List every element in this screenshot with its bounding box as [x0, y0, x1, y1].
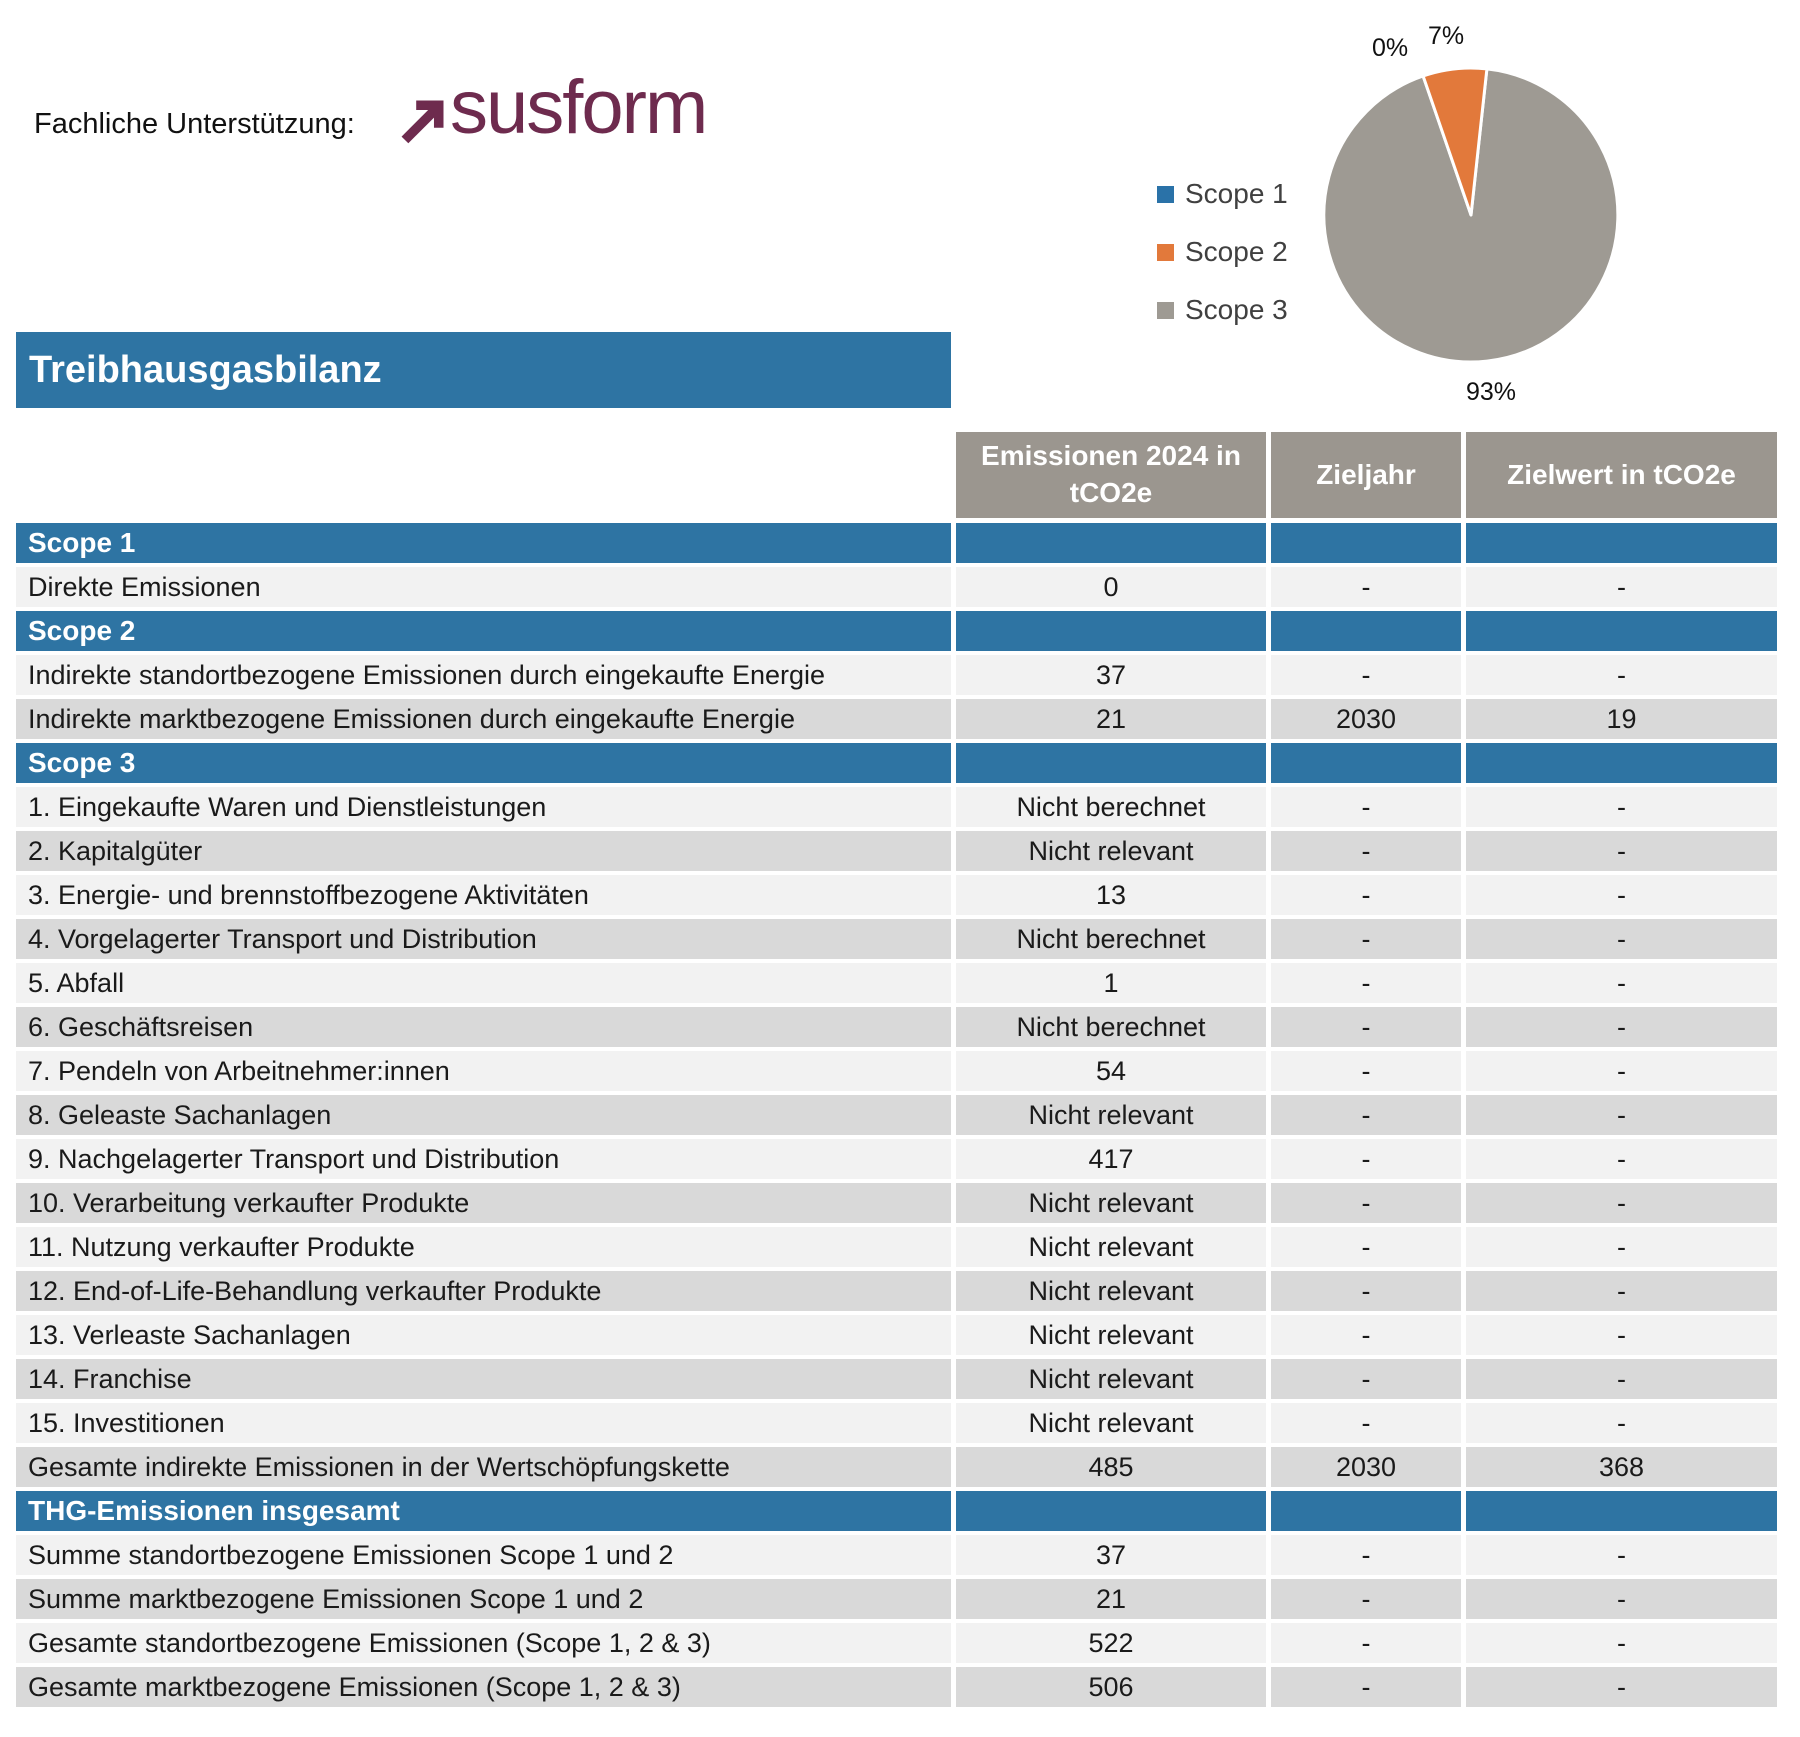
target-value-cell [1466, 611, 1777, 651]
row-label-cell: 6. Geschäftsreisen [16, 1007, 951, 1047]
table-row [16, 1315, 1777, 1355]
target-year-cell: - [1271, 567, 1461, 607]
target-year-cell: - [1271, 1183, 1461, 1223]
arrow-up-right-icon [398, 94, 450, 146]
target-year-cell [1271, 523, 1461, 563]
target-year-cell [1271, 1491, 1461, 1531]
row-label-cell: Gesamte standortbezogene Emissionen (Scope 1, 2 & 3) [16, 1623, 951, 1663]
target-year-cell: - [1271, 1139, 1461, 1179]
row-label-cell: 7. Pendeln von Arbeitnehmer:innen [16, 1051, 951, 1091]
target-year-cell [1271, 611, 1461, 651]
target-year-cell: - [1271, 963, 1461, 1003]
target-value-cell [1466, 743, 1777, 783]
section-row [16, 611, 1777, 651]
target-year-cell: - [1271, 831, 1461, 871]
page-title: Treibhausgasbilanz [16, 332, 951, 408]
table-row [16, 875, 1777, 915]
target-value-cell: - [1466, 1667, 1777, 1707]
emissions-cell [956, 743, 1266, 783]
row-label-cell: Scope 2 [16, 611, 951, 651]
legend-swatch-scope3 [1157, 302, 1174, 319]
pie-label-scope1: 0% [1372, 34, 1409, 62]
target-year-cell: - [1271, 875, 1461, 915]
table-row [16, 1579, 1777, 1619]
emissions-cell: 485 [956, 1447, 1266, 1487]
target-value-cell: - [1466, 1359, 1777, 1399]
row-label-cell: Summe standortbezogene Emissionen Scope 1 und 2 [16, 1535, 951, 1575]
table-row [16, 1535, 1777, 1575]
target-year-cell: - [1271, 1227, 1461, 1267]
table-row [16, 919, 1777, 959]
legend-item-scope2 [1157, 236, 1288, 268]
emissions-cell: Nicht relevant [956, 1227, 1266, 1267]
target-value-cell: - [1466, 567, 1777, 607]
table-row [16, 1359, 1777, 1399]
emissions-cell: 21 [956, 1579, 1266, 1619]
legend-label-scope1: Scope 1 [1185, 178, 1288, 209]
emissions-cell: Nicht relevant [956, 1315, 1266, 1355]
legend-swatch-scope2 [1157, 244, 1174, 261]
section-row [16, 523, 1777, 563]
target-value-cell: - [1466, 1051, 1777, 1091]
target-value-cell: - [1466, 1623, 1777, 1663]
table-row [16, 699, 1777, 739]
target-value-cell: - [1466, 1095, 1777, 1135]
target-value-cell: 19 [1466, 699, 1777, 739]
table-row [16, 567, 1777, 607]
emissions-cell: 0 [956, 567, 1266, 607]
target-value-cell: - [1466, 875, 1777, 915]
emissions-cell: 13 [956, 875, 1266, 915]
row-label-cell: Scope 1 [16, 523, 951, 563]
row-label-cell: Direkte Emissionen [16, 567, 951, 607]
row-label-cell: 9. Nachgelagerter Transport und Distribution [16, 1139, 951, 1179]
row-label-cell: 3. Energie- und brennstoffbezogene Aktivitäten [16, 875, 951, 915]
table-row [16, 787, 1777, 827]
row-label-cell: 8. Geleaste Sachanlagen [16, 1095, 951, 1135]
table-row [16, 1271, 1777, 1311]
emissions-cell: 417 [956, 1139, 1266, 1179]
target-year-cell: - [1271, 1535, 1461, 1575]
emissions-cell: 506 [956, 1667, 1266, 1707]
target-year-cell: - [1271, 787, 1461, 827]
section-row [16, 743, 1777, 783]
legend-label-scope3: Scope 3 [1185, 294, 1288, 325]
emissions-cell: Nicht berechnet [956, 1007, 1266, 1047]
target-year-cell: - [1271, 1095, 1461, 1135]
emissions-cell [956, 523, 1266, 563]
table-row [16, 1183, 1777, 1223]
target-year-cell: - [1271, 1051, 1461, 1091]
target-value-cell: 368 [1466, 1447, 1777, 1487]
table-row [16, 1227, 1777, 1267]
row-label-cell: 10. Verarbeitung verkaufter Produkte [16, 1183, 951, 1223]
target-value-cell: - [1466, 1139, 1777, 1179]
target-year-cell: - [1271, 655, 1461, 695]
emissions-cell: 37 [956, 655, 1266, 695]
row-label-cell: Gesamte marktbezogene Emissionen (Scope 1, 2 & 3) [16, 1667, 951, 1707]
target-year-cell: - [1271, 1667, 1461, 1707]
table-row [16, 1447, 1777, 1487]
target-year-cell: - [1271, 1579, 1461, 1619]
table-row [16, 963, 1777, 1003]
emissions-cell: Nicht relevant [956, 1359, 1266, 1399]
target-value-cell: - [1466, 1183, 1777, 1223]
row-label-cell: 14. Franchise [16, 1359, 951, 1399]
emissions-cell: 21 [956, 699, 1266, 739]
target-year-cell: - [1271, 1403, 1461, 1443]
row-label-cell: Indirekte marktbezogene Emissionen durch eingekaufte Energie [16, 699, 951, 739]
target-year-cell: - [1271, 1315, 1461, 1355]
emissions-cell: 54 [956, 1051, 1266, 1091]
emissions-cell [956, 611, 1266, 651]
row-label-cell: 1. Eingekaufte Waren und Dienstleistungen [16, 787, 951, 827]
section-row [16, 1491, 1777, 1531]
header-cell-target-value: Zielwert in tCO2e [1466, 432, 1777, 518]
emissions-cell: Nicht relevant [956, 1271, 1266, 1311]
emissions-cell: 37 [956, 1535, 1266, 1575]
target-value-cell [1466, 523, 1777, 563]
row-label-cell: 11. Nutzung verkaufter Produkte [16, 1227, 951, 1267]
header-cell-empty [16, 432, 951, 518]
row-label-cell: 13. Verleaste Sachanlagen [16, 1315, 951, 1355]
emissions-table [16, 432, 1777, 1711]
target-value-cell: - [1466, 1315, 1777, 1355]
target-value-cell [1466, 1491, 1777, 1531]
target-value-cell: - [1466, 831, 1777, 871]
header-cell-emissions: Emissionen 2024 in tCO2e [956, 432, 1266, 518]
row-label-cell: Gesamte indirekte Emissionen in der Wertschöpfungskette [16, 1447, 951, 1487]
emissions-cell: 522 [956, 1623, 1266, 1663]
table-row [16, 1007, 1777, 1047]
table-row [16, 1403, 1777, 1443]
emissions-cell: Nicht relevant [956, 1183, 1266, 1223]
pie-label-scope3: 93% [1466, 378, 1517, 406]
row-label-cell: Scope 3 [16, 743, 951, 783]
emissions-cell: Nicht berechnet [956, 787, 1266, 827]
row-label-cell: 2. Kapitalgüter [16, 831, 951, 871]
table-row [16, 1095, 1777, 1135]
legend-item-scope3 [1157, 294, 1288, 326]
emissions-cell: Nicht berechnet [956, 919, 1266, 959]
emissions-cell: 1 [956, 963, 1266, 1003]
pie-chart [1316, 60, 1626, 370]
target-year-cell [1271, 743, 1461, 783]
emissions-cell: Nicht relevant [956, 831, 1266, 871]
table-row [16, 655, 1777, 695]
target-value-cell: - [1466, 1535, 1777, 1575]
row-label-cell: 4. Vorgelagerter Transport und Distribution [16, 919, 951, 959]
row-label-cell: 5. Abfall [16, 963, 951, 1003]
emissions-cell: Nicht relevant [956, 1095, 1266, 1135]
target-year-cell: - [1271, 1007, 1461, 1047]
support-label: Fachliche Unterstützung: [34, 108, 355, 140]
target-value-cell: - [1466, 1403, 1777, 1443]
logo-wordmark: susform [450, 65, 707, 150]
table-row [16, 1623, 1777, 1663]
header-cell-target-year: Zieljahr [1271, 432, 1461, 518]
legend-item-scope1 [1157, 178, 1288, 210]
target-year-cell: 2030 [1271, 699, 1461, 739]
pie-legend [1157, 178, 1288, 326]
target-year-cell: - [1271, 919, 1461, 959]
susform-logo [398, 65, 707, 150]
target-value-cell: - [1466, 787, 1777, 827]
target-year-cell: - [1271, 1271, 1461, 1311]
target-value-cell: - [1466, 919, 1777, 959]
table-row [16, 1139, 1777, 1179]
row-label-cell: 15. Investitionen [16, 1403, 951, 1443]
target-value-cell: - [1466, 1271, 1777, 1311]
target-value-cell: - [1466, 963, 1777, 1003]
row-label-cell: Indirekte standortbezogene Emissionen durch eingekaufte Energie [16, 655, 951, 695]
table-header-row [16, 432, 1777, 518]
legend-label-scope2: Scope 2 [1185, 236, 1288, 267]
emissions-cell [956, 1491, 1266, 1531]
table-body [16, 523, 1777, 1707]
legend-swatch-scope1 [1157, 186, 1174, 203]
pie-label-scope2: 7% [1428, 22, 1465, 50]
table-row [16, 1667, 1777, 1707]
target-value-cell: - [1466, 1579, 1777, 1619]
row-label-cell: Summe marktbezogene Emissionen Scope 1 und 2 [16, 1579, 951, 1619]
target-year-cell: - [1271, 1623, 1461, 1663]
target-value-cell: - [1466, 1227, 1777, 1267]
target-value-cell: - [1466, 655, 1777, 695]
table-row [16, 831, 1777, 871]
row-label-cell: 12. End-of-Life-Behandlung verkaufter Produkte [16, 1271, 951, 1311]
table-row [16, 1051, 1777, 1091]
row-label-cell: THG-Emissionen insgesamt [16, 1491, 951, 1531]
target-value-cell: - [1466, 1007, 1777, 1047]
emissions-cell: Nicht relevant [956, 1403, 1266, 1443]
target-year-cell: 2030 [1271, 1447, 1461, 1487]
target-year-cell: - [1271, 1359, 1461, 1399]
